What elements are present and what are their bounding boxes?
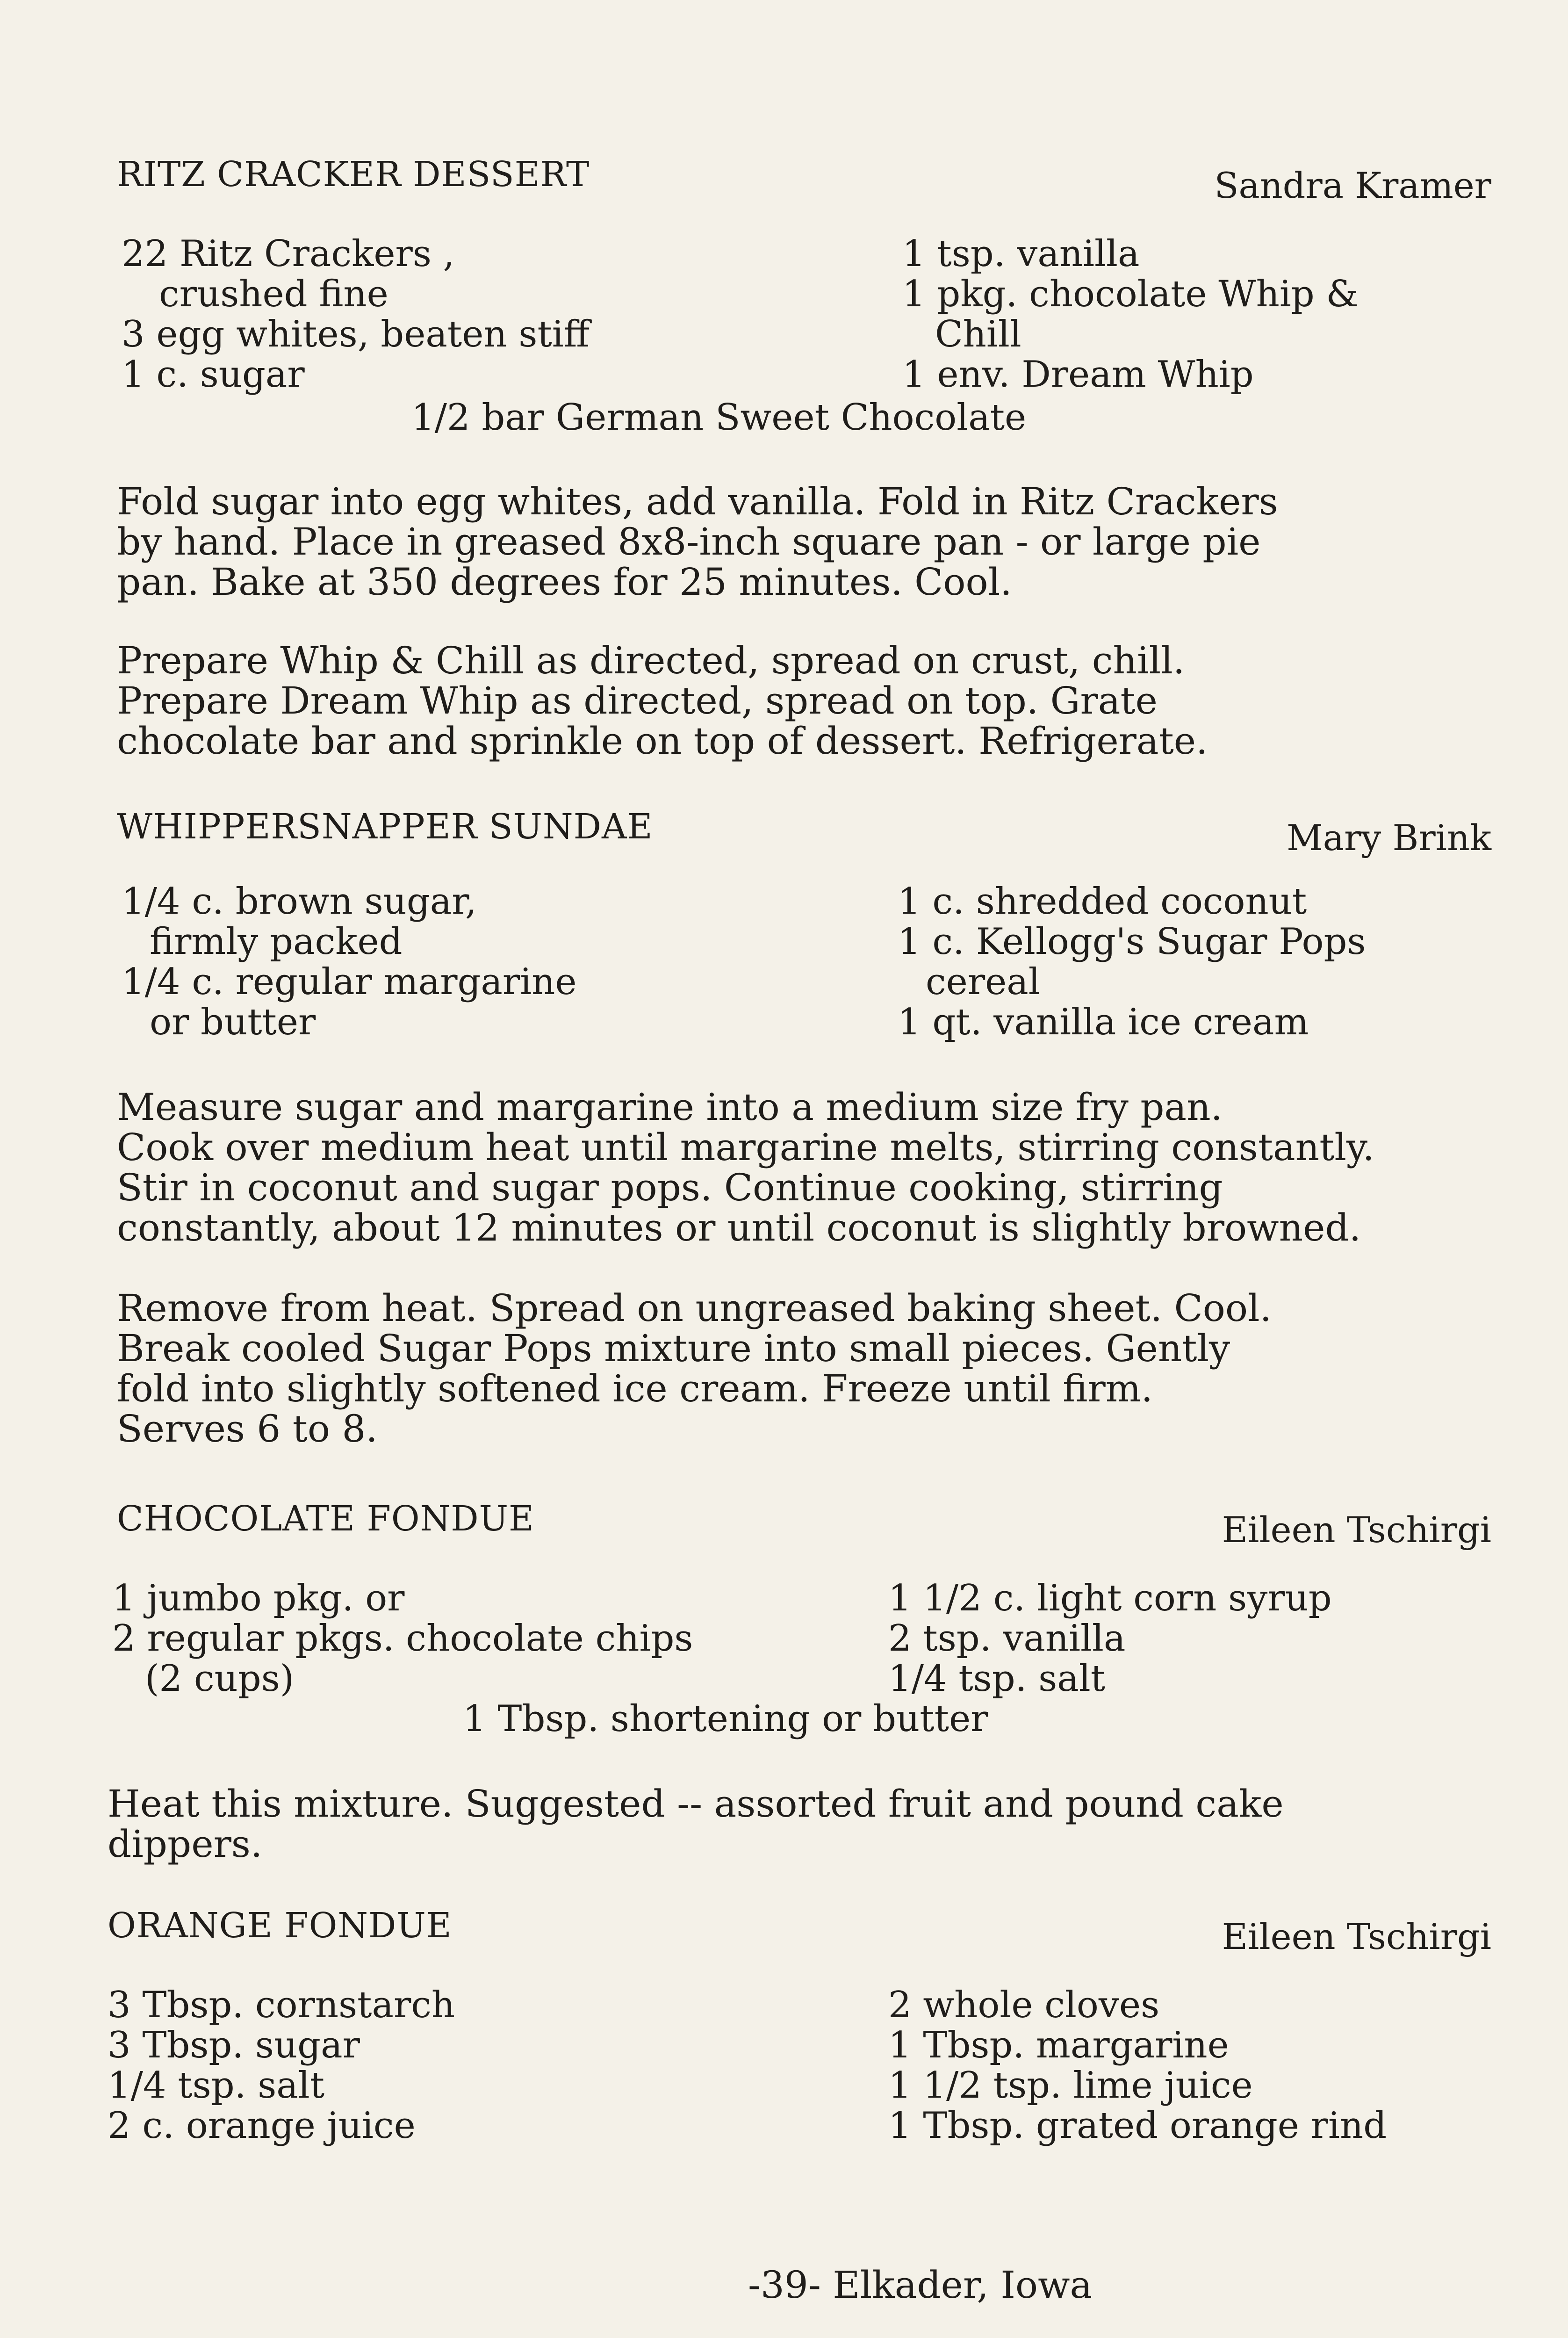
ingredient: 3 Tbsp. cornstarch [108, 1984, 455, 2026]
ingredient: crushed fine [159, 273, 388, 315]
instructions [108, 1784, 1501, 1864]
ingredient: 1 pkg. chocolate Whip & [902, 273, 1359, 315]
instruction-line: fold into slightly softened ice cream. Freeze until firm. [117, 1367, 1153, 1410]
instruction-line: Measure sugar and margarine into a medium size fry pan. [117, 1085, 1223, 1129]
ingredient: 1/4 tsp. salt [888, 1658, 1106, 1700]
ingredient: 1 Tbsp. grated orange rind [888, 2105, 1387, 2147]
ingredient: 3 egg whites, beaten stiff [122, 313, 590, 355]
ingredient-list [108, 1577, 1491, 1740]
ingredient: 1 env. Dream Whip [902, 354, 1254, 396]
recipe-title: WHIPPERSNAPPER SUNDAE [117, 807, 653, 847]
instruction-line: pan. Bake at 350 degrees for 25 minutes. Cool. [117, 560, 1012, 604]
ingredient: 2 regular pkgs. chocolate chips [112, 1617, 693, 1660]
ingredient: 1 Tbsp. shortening or butter [463, 1698, 988, 1740]
ingredient: 1 jumbo pkg. or [112, 1577, 405, 1619]
instruction-line: Heat this mixture. Suggested -- assorted fruit and pound cake [108, 1782, 1284, 1826]
ingredient: 1 tsp. vanilla [902, 233, 1140, 275]
ingredient: Chill [935, 313, 1021, 355]
instruction-line: Fold sugar into egg whites, add vanilla. Fold in Ritz Crackers [117, 480, 1278, 523]
instruction-line: Break cooled Sugar Pops mixture into small pieces. Gently [117, 1327, 1230, 1370]
instruction-line: Prepare Dream Whip as directed, spread on top. Grate [117, 679, 1158, 722]
recipe-author: Eileen Tschirgi [1222, 1916, 1491, 1957]
instruction-line: Prepare Whip & Chill as directed, spread on crust, chill. [117, 639, 1185, 682]
instruction-line: chocolate bar and sprinkle on top of dessert. Refrigerate. [117, 719, 1208, 763]
ingredient: (2 cups) [145, 1658, 295, 1700]
ingredient-list [108, 233, 1491, 439]
ingredient: 1 c. Kellogg's Sugar Pops [898, 921, 1366, 963]
page-footer: -39- Elkader, Iowa [748, 2263, 1093, 2307]
instruction-line: dippers. [108, 1822, 263, 1866]
ingredient: 1/4 c. brown sugar, [122, 880, 477, 923]
ingredient: 3 Tbsp. sugar [108, 2024, 360, 2066]
recipe-whippersnapper-sundae [108, 807, 1491, 1450]
ingredient: 1 1/2 tsp. lime juice [888, 2064, 1253, 2107]
ingredient: 1/2 bar German Sweet Chocolate [411, 397, 1027, 439]
ingredient: 22 Ritz Crackers , [122, 233, 455, 275]
ingredient: 1 1/2 c. light corn syrup [888, 1577, 1332, 1619]
ingredient: firmly packed [150, 921, 403, 963]
instructions [117, 1087, 1510, 1248]
ingredient: 1 c. sugar [122, 354, 305, 396]
instruction-line: by hand. Place in greased 8x8-inch square pan - or large pie [117, 520, 1261, 563]
ingredient-list [108, 1985, 1491, 2153]
recipe-ritz-cracker-dessert [108, 154, 1491, 763]
recipe-title: RITZ CRACKER DESSERT [117, 154, 590, 195]
recipe-orange-fondue [108, 1905, 1491, 2153]
ingredient: 2 whole cloves [888, 1984, 1160, 2026]
instruction-line: Cook over medium heat until margarine melts, stirring constantly. [117, 1126, 1374, 1169]
instruction-line: Serves 6 to 8. [117, 1407, 378, 1450]
instructions [117, 482, 1510, 602]
instruction-line: Remove from heat. Spread on ungreased baking sheet. Cool. [117, 1286, 1272, 1330]
recipe-title: CHOCOLATE FONDUE [117, 1499, 535, 1539]
ingredient: 2 tsp. vanilla [888, 1617, 1126, 1660]
ingredient: 1 qt. vanilla ice cream [898, 1001, 1309, 1043]
instructions [117, 1288, 1510, 1449]
recipe-author: Eileen Tschirgi [1222, 1509, 1491, 1551]
recipe-chocolate-fondue [108, 1499, 1491, 1866]
ingredient-list [108, 881, 1491, 1050]
ingredient: 1/4 tsp. salt [108, 2064, 325, 2107]
ingredient: 2 c. orange juice [108, 2105, 416, 2147]
instructions [117, 641, 1510, 761]
recipe-title: ORANGE FONDUE [108, 1905, 452, 1946]
instruction-line: Stir in coconut and sugar pops. Continue cooking, stirring [117, 1166, 1223, 1209]
ingredient: or butter [150, 1001, 316, 1043]
recipe-author: Mary Brink [1286, 817, 1491, 859]
recipe-author: Sandra Kramer [1214, 165, 1491, 206]
ingredient: cereal [926, 961, 1040, 1003]
ingredient: 1/4 c. regular margarine [122, 961, 577, 1003]
ingredient: 1 c. shredded coconut [898, 880, 1307, 923]
ingredient: 1 Tbsp. margarine [888, 2024, 1229, 2066]
instruction-line: constantly, about 12 minutes or until coconut is slightly browned. [117, 1206, 1361, 1249]
